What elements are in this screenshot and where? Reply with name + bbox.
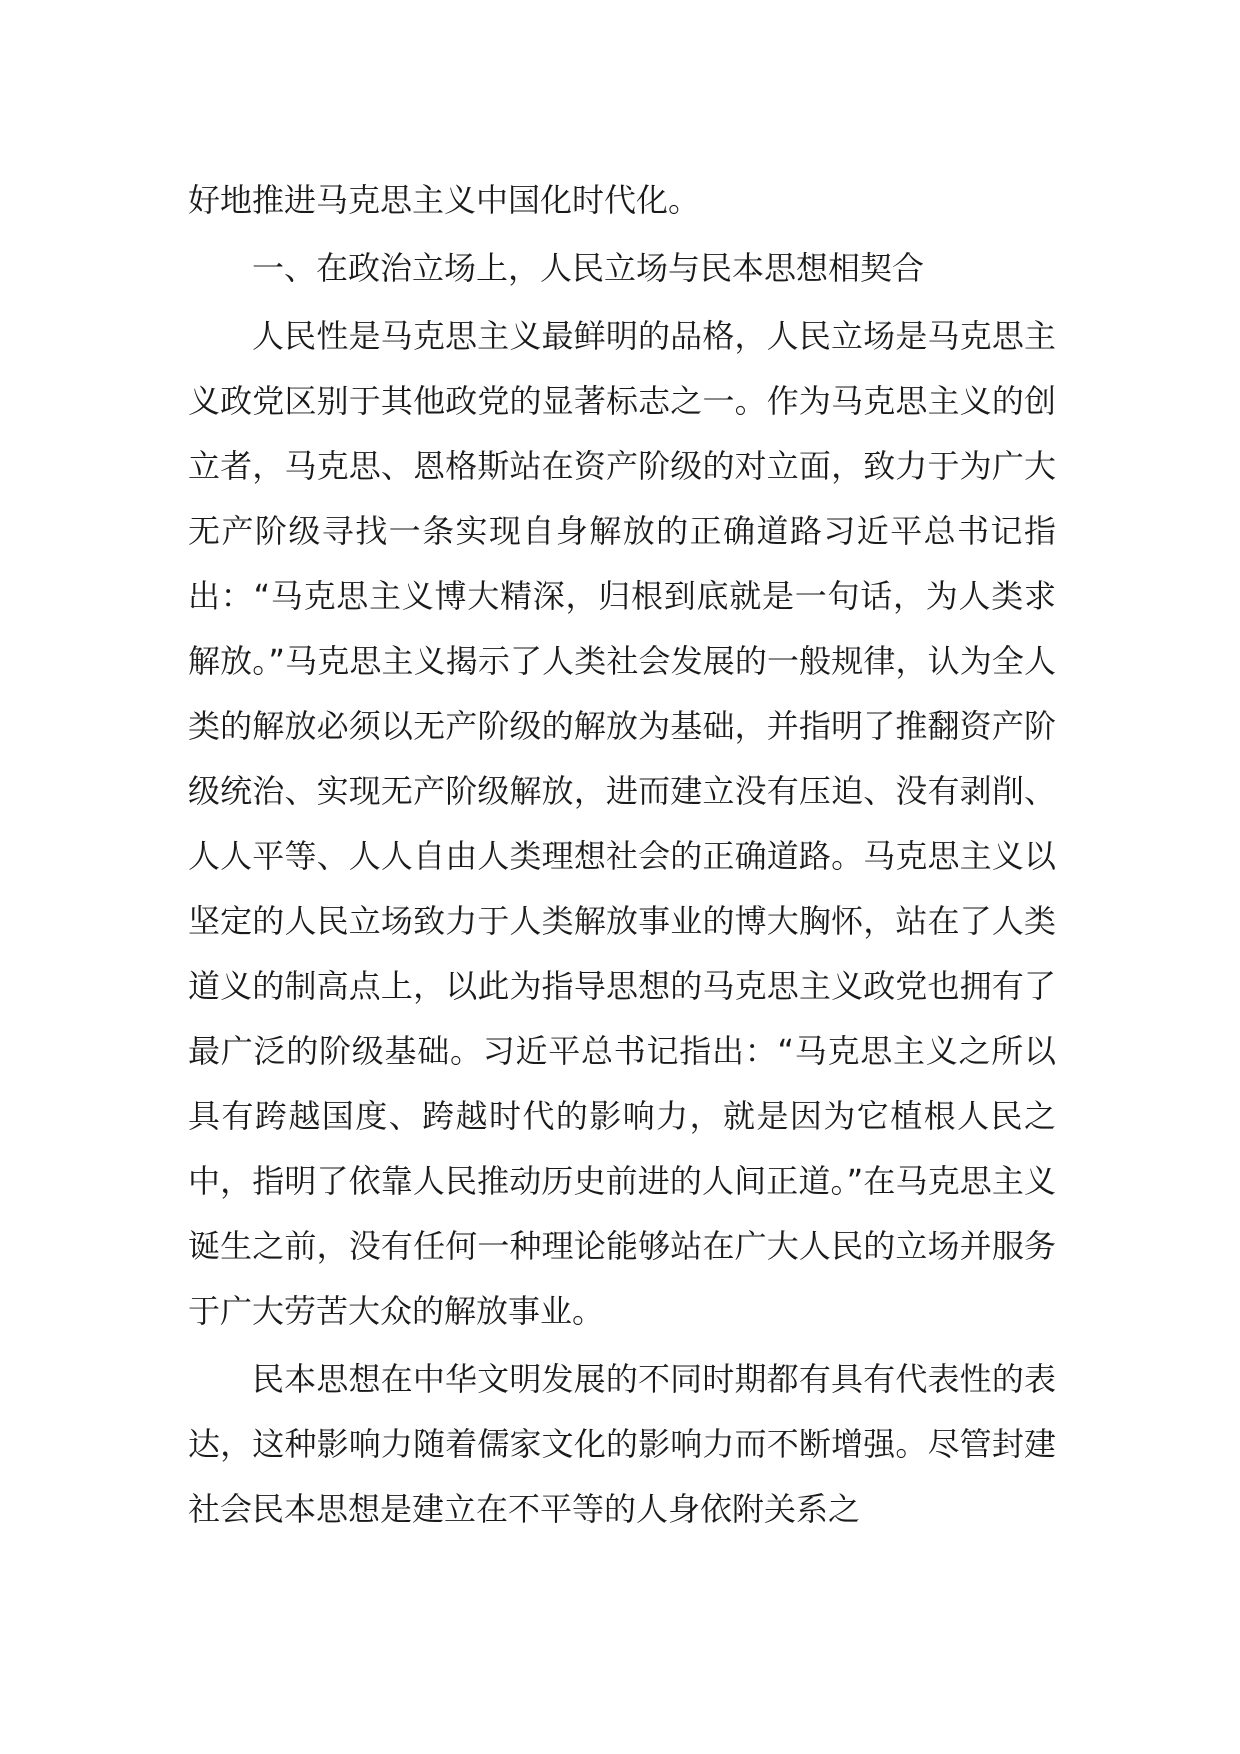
paragraph-people-stance: 人民性是马克思主义最鲜明的品格，人民立场是马克思主义政党区别于其他政党的显著标志之一。作为马克思主义的创立者，马克思、恩格斯站在资产阶级的对立面，致力于为广大无产阶级寻找一条实现自身解放的正确道路习近平总书记指出：“马克思主义博大精深，归根到底就是一句话，为人类求解放。”马克思主义揭示了人类社会发展的一般规律，认为全人类的解放必须以无产阶级的解放为基础，并指明了推翻资产阶级统治、实现无产阶级解放，进而建立没有压迫、没有剥削、人人平等、人人自由人类理想社会的正确道路。马克思主义以坚定的人民立场致力于人类解放事业的博大胸怀，站在了人类道义的制高点上，以此为指导思想的马克思主义政党也拥有了最广泛的阶级基础。习近平总书记指出：“马克思主义之所以具有跨越国度、跨越时代的影响力，就是因为它植根人民之中，指明了依靠人民推动历史前进的人间正道。”在马克思主义诞生之前，没有任何一种理论能够站在广大人民的立场并服务于广大劳苦大众的解放事业。 <box>188 317 1056 1330</box>
paragraph-continuation: 好地推进马克思主义中国化时代化。 <box>188 181 701 219</box>
document-body <box>188 168 1056 1542</box>
section-heading: 一、在政治立场上，人民立场与民本思想相契合 <box>252 249 925 287</box>
paragraph-minben-thought: 民本思想在中华文明发展的不同时期都有具有代表性的表达，这种影响力随着儒家文化的影响力而不断增强。尽管封建社会民本思想是建立在不平等的人身依附关系之 <box>188 1360 1056 1528</box>
